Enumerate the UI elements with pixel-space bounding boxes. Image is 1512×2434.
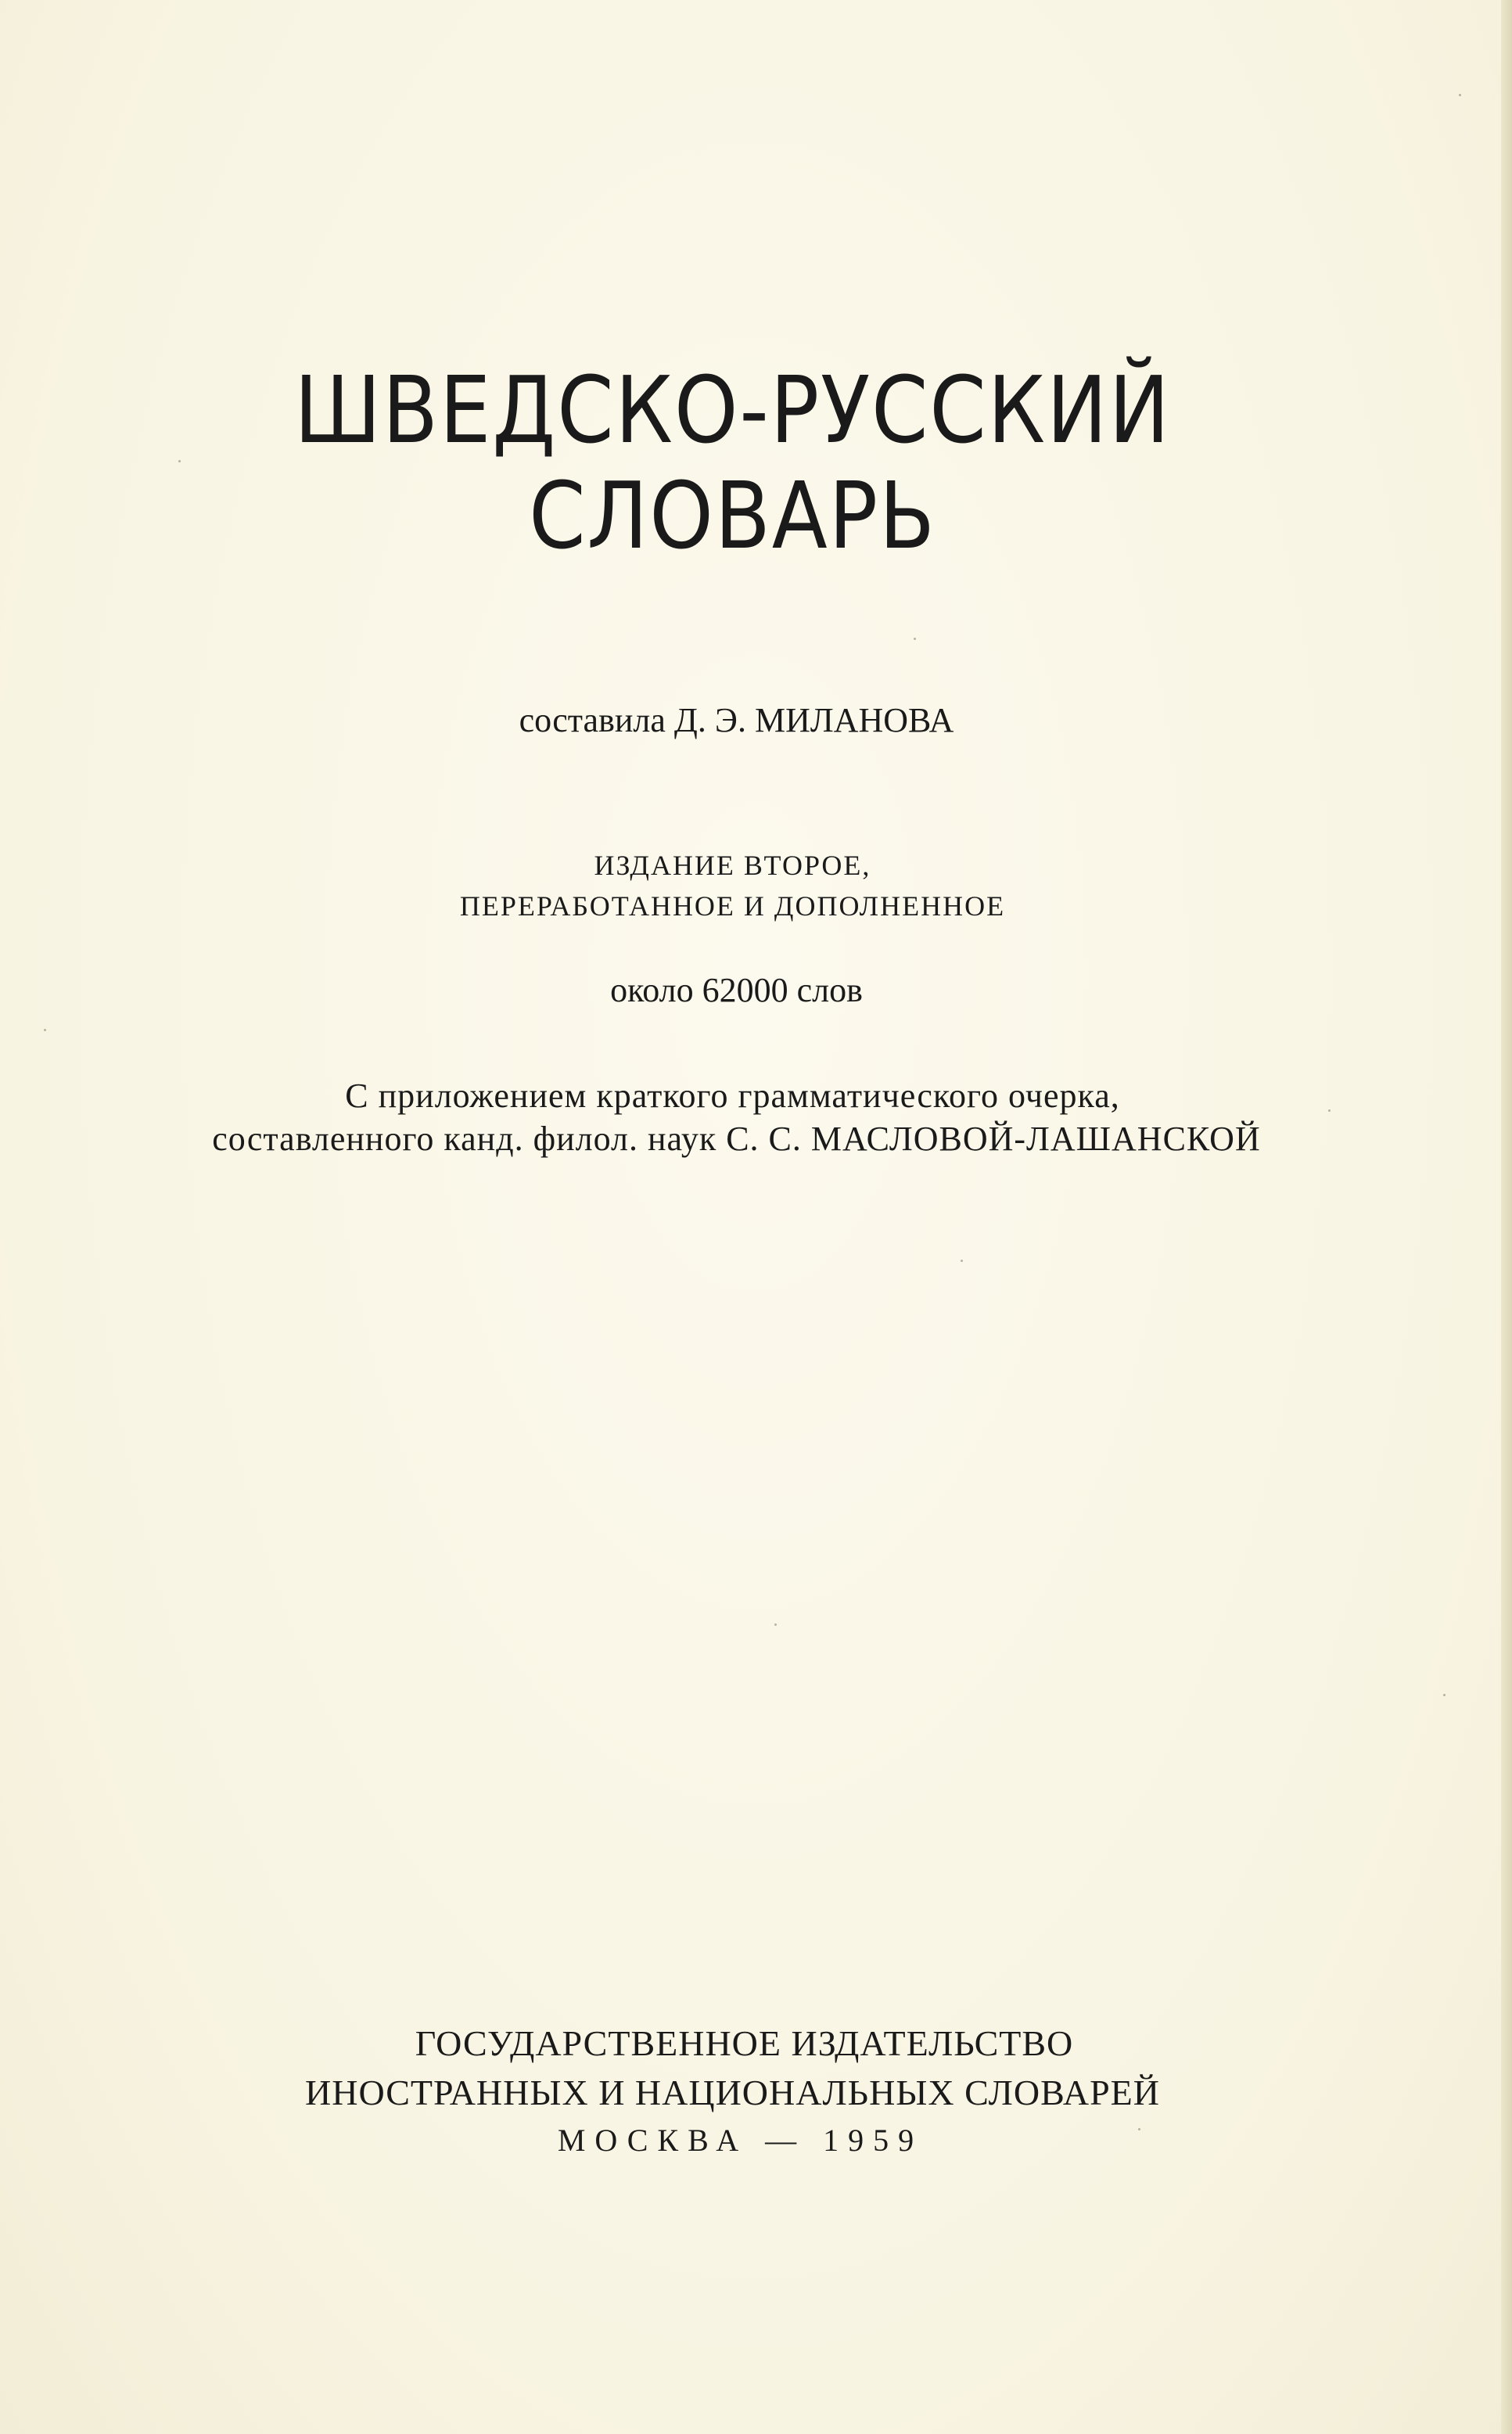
paper-speck (1443, 1694, 1446, 1696)
paper-speck (1459, 94, 1461, 96)
compiler-credit: составила Д. Э. МИЛАНОВА (519, 701, 954, 739)
paper-speck (1328, 1109, 1331, 1112)
book-title-line-2: СЛОВАРЬ (529, 462, 936, 570)
edition-line-1: ИЗДАНИЕ ВТОРОЕ, (594, 850, 871, 881)
edition-line-2: ПЕРЕРАБОТАННОЕ И ДОПОЛНЕННОЕ (459, 890, 1006, 922)
word-count: около 62000 слов (610, 971, 863, 1009)
publisher-line-2: ИНОСТРАННЫХ И НАЦИОНАЛЬНЫХ СЛОВАРЕЙ (305, 2073, 1160, 2112)
book-title-line-1: ШВЕДСКО-РУССКИЙ (294, 356, 1171, 464)
paper-speck (1138, 2128, 1140, 2130)
paper-speck (44, 1029, 46, 1031)
publisher-line-1: ГОСУДАРСТВЕННОЕ ИЗДАТЕЛЬСТВО (415, 2023, 1074, 2063)
page-edge (1501, 0, 1512, 2434)
appendix-line-1: С приложением краткого грамматического очерка, (345, 1077, 1120, 1115)
imprint-city-year: МОСКВА — 1959 (557, 2123, 924, 2158)
paper-speck (961, 1260, 963, 1262)
paper-speck (774, 1623, 777, 1626)
paper-speck (178, 460, 181, 462)
paper-speck (914, 638, 916, 640)
appendix-line-2: составленного канд. филол. наук С. С. МАСЛОВОЙ-ЛАШАНСКОЙ (212, 1120, 1261, 1158)
